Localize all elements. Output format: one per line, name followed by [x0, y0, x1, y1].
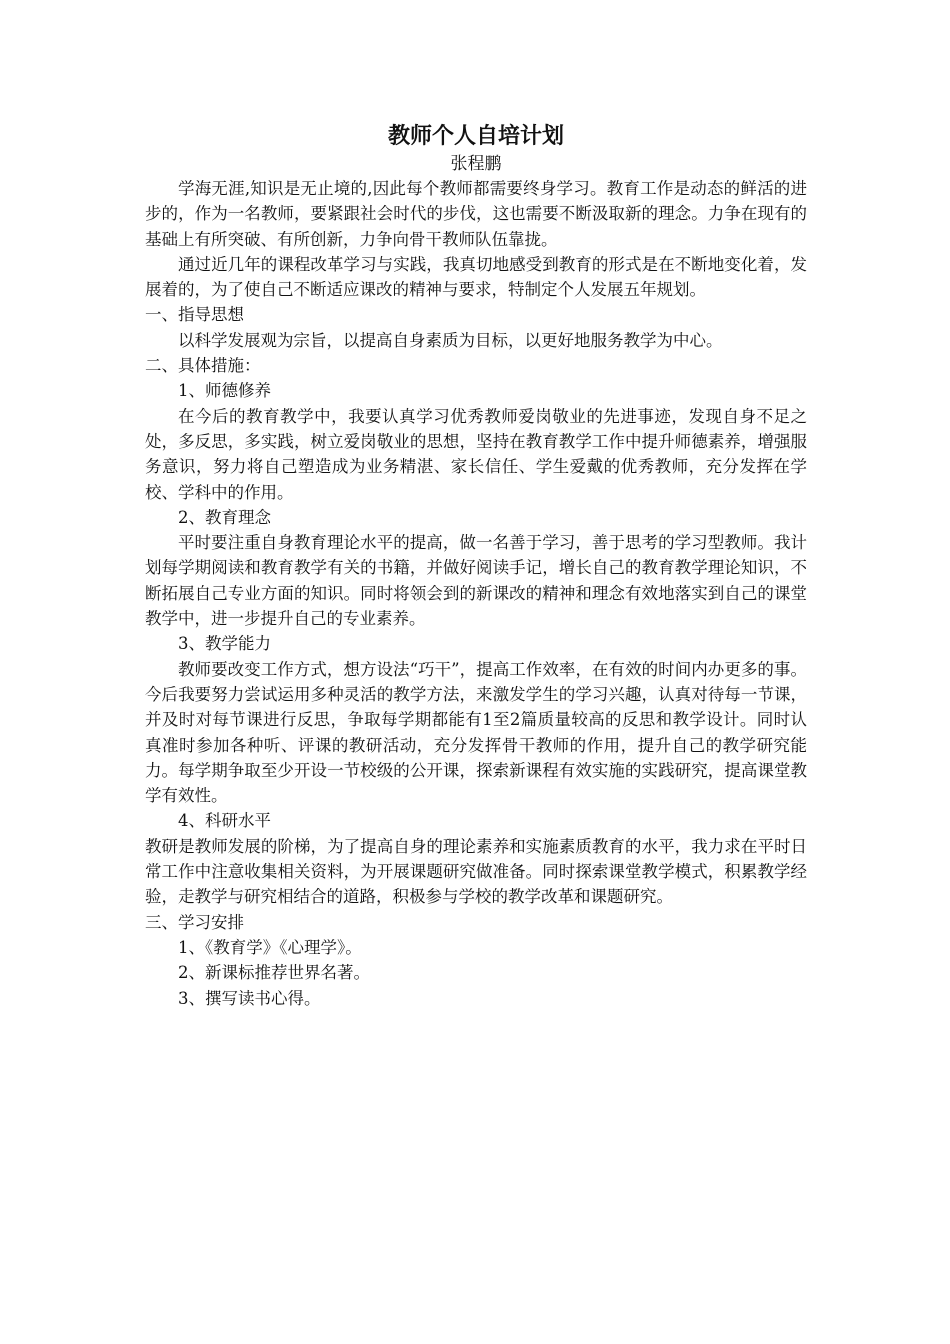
paragraph: 在今后的教育教学中，我要认真学习优秀教师爱岗敬业的先进事迹，发现自身不足之处，多反思，多实践，树立爱岗敬业的思想，坚持在教育教学工作中提升师德素养，增强服务意识，努力将自己塑造成为业务精湛、家长信任、学生爱戴的优秀教师，充分发挥在学校、学科中的作用。 — [145, 406, 807, 502]
document-title: 教师个人自培计划 — [387, 124, 564, 149]
paragraph: 1、师德修养 — [178, 381, 271, 401]
paragraph: 4、科研水平 — [178, 811, 271, 831]
document-page — [145, 122, 807, 1011]
paragraph: 教师要改变工作方式，想方设法“巧干”，提高工作效率，在有效的时间内办更多的事。今后我要努力尝试运用多种灵活的教学方法，来激发学生的学习兴趣，认真对待每一节课，并及时对每节课进行反思，争取每学期都能有1至2篇质量较高的反思和教学设计。同时认真准时参加各种听、评课的教研活动，充分发挥骨干教师的作用，提升自己的教学研究能力。每学期争取至少开设一节校级的公开课，探索新课程有效实施的实践研究，提高课堂教学有效性。 — [145, 659, 807, 806]
paragraph: 学海无涯,知识是无止境的,因此每个教师都需要终身学习。教育工作是动态的鲜活的进步的，作为一名教师，要紧跟社会时代的步伐，这也需要不断汲取新的理念。力争在现有的基础上有所突破、有所创新，力争向骨干教师队伍靠拢。 — [145, 179, 807, 249]
paragraph: 平时要注重自身教育理论水平的提高，做一名善于学习，善于思考的学习型教师。我计划每学期阅读和教育教学有关的书籍，并做好阅读手记，增长自己的教育教学理论知识，不断拓展自己专业方面的知识。同时将领会到的新课改的精神和理念有效地落实到自己的课堂教学中，进一步提升自己的专业素养。 — [145, 533, 807, 629]
paragraph: 一、指导思想 — [145, 305, 244, 325]
paragraph: 三、学习安排 — [145, 912, 244, 932]
paragraph: 3、教学能力 — [178, 634, 271, 654]
paragraph: 2、教育理念 — [178, 507, 271, 527]
paragraph: 教研是教师发展的阶梯，为了提高自身的理论素养和实施素质教育的水平，我力求在平时日常工作中注意收集相关资料，为开展课题研究做准备。同时探索课堂教学模式，积累教学经验，走教学与研究相结合的道路，积极参与学校的教学改革和课题研究。 — [145, 836, 807, 907]
paragraph: 2、新课标推荐世界名著。 — [178, 963, 370, 983]
document-body — [145, 176, 807, 1011]
paragraph: 二、具体措施： — [145, 356, 261, 376]
paragraph: 以科学发展观为宗旨，以提高自身素质为目标，以更好地服务教学为中心。 — [178, 330, 723, 350]
paragraph: 通过近几年的课程改革学习与实践，我真切地感受到教育的形式是在不断地变化着，发展着的，为了使自己不断适应课改的精神与要求，特制定个人发展五年规划。 — [145, 254, 807, 300]
paragraph: 1、《教育学》《心理学》。 — [178, 937, 362, 957]
document-author: 张程鹏 — [450, 154, 502, 174]
paragraph: 3、撰写读书心得。 — [178, 988, 321, 1008]
